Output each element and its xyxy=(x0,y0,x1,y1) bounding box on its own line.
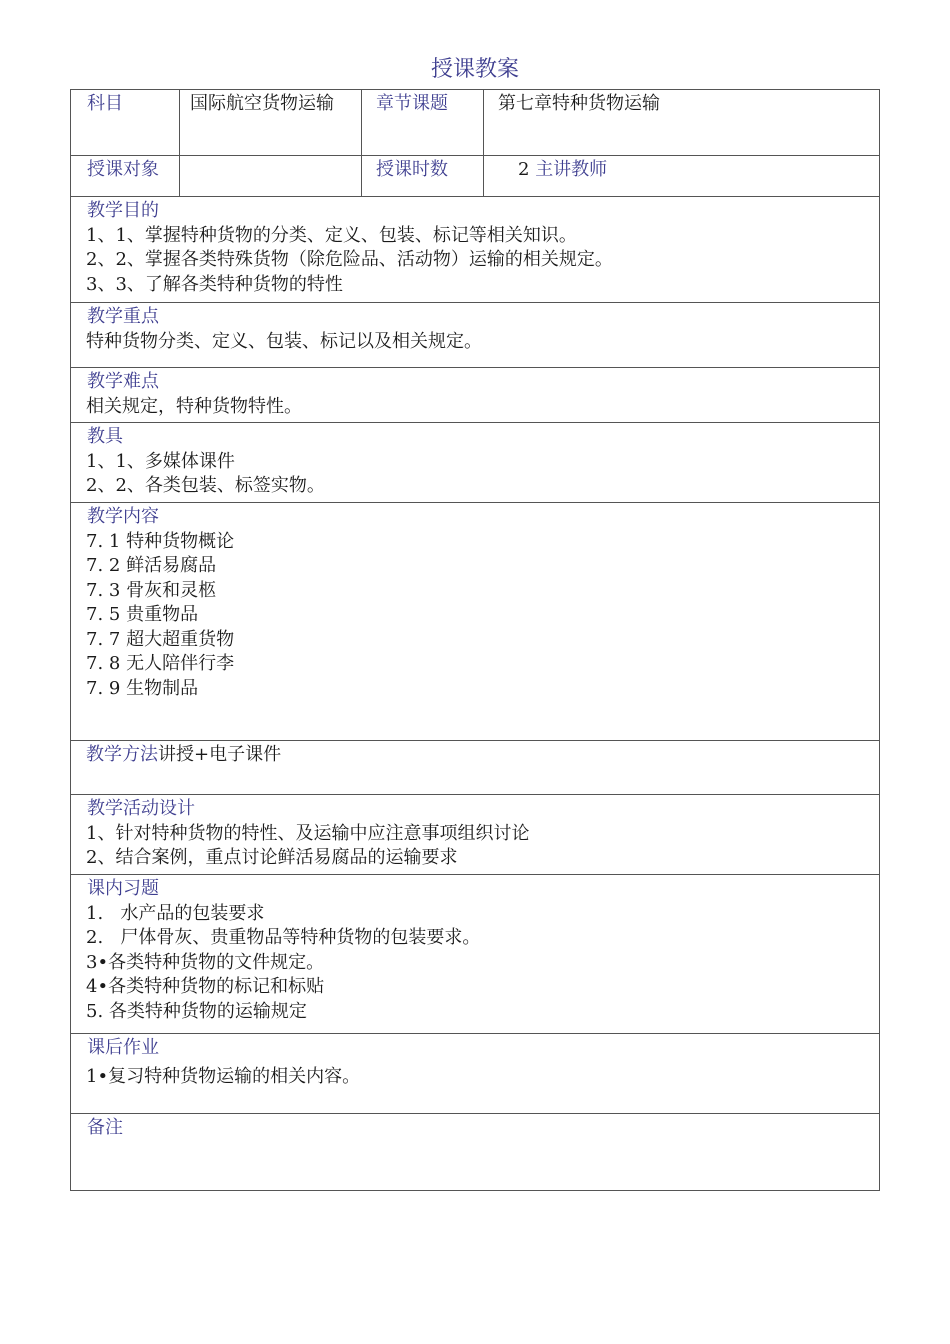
content-item: 7. 9 生物制品 xyxy=(86,677,199,699)
audience-value xyxy=(179,156,361,196)
remarks-heading: 备注 xyxy=(87,1117,123,1138)
audience-label: 授课对象 xyxy=(87,159,159,180)
content-item: 7. 5 贵重物品 xyxy=(86,604,199,625)
objective-item: 1、1、掌握特种货物的分类、定义、包装、标记等相关知识。 xyxy=(86,224,577,246)
section-exercises xyxy=(71,875,879,1034)
section-homework xyxy=(71,1034,879,1114)
lesson-plan-table xyxy=(70,89,880,1191)
teacher-label: 主讲教师 xyxy=(535,159,608,180)
key-points-heading: 教学重点 xyxy=(87,306,159,327)
objective-item: 3、3、了解各类特种货物的特性 xyxy=(86,273,343,295)
homework-heading: 课后作业 xyxy=(87,1037,159,1058)
hours-value: 2 xyxy=(518,159,530,180)
section-objectives xyxy=(71,197,879,303)
section-key-points xyxy=(71,303,879,368)
chapter-label: 章节课题 xyxy=(361,90,483,155)
subject-label: 科目 xyxy=(87,93,123,114)
content-heading: 教学内容 xyxy=(87,506,159,527)
content-item: 7. 7 超大超重货物 xyxy=(86,628,235,650)
activity-item: 2、结合案例，重点讨论鲜活易腐品的运输要求 xyxy=(86,847,458,868)
hours-teacher-cell xyxy=(483,156,879,196)
document-title: 授课教案 xyxy=(430,57,519,82)
aids-heading: 教具 xyxy=(87,426,123,447)
section-activities xyxy=(71,795,879,875)
objectives-heading: 教学目的 xyxy=(87,200,159,221)
key-points-text: 特种货物分类、定义、包装、标记以及相关规定。 xyxy=(86,330,482,352)
section-remarks xyxy=(71,1114,879,1190)
exercise-item: 5. 各类特种货物的运输规定 xyxy=(86,1000,307,1022)
section-aids xyxy=(71,423,879,503)
activities-heading: 教学活动设计 xyxy=(87,798,195,819)
difficulties-text: 相关规定，特种货物特性。 xyxy=(86,395,302,417)
chapter-value: 第七章特种货物运输 xyxy=(483,90,879,155)
exercise-item: 3•各类特种货物的文件规定。 xyxy=(86,951,325,973)
exercise-item: 1. 水产品的包装要求 xyxy=(86,902,265,924)
homework-item: 1•复习特种货物运输的相关内容。 xyxy=(86,1065,361,1087)
aids-item: 2、2、各类包装、标签实物。 xyxy=(86,475,325,496)
content-item: 7. 8 无人陪伴行李 xyxy=(86,653,235,674)
method-heading: 教学方法 xyxy=(86,744,158,765)
section-difficulties xyxy=(71,368,879,423)
content-item: 7. 3 骨灰和灵柩 xyxy=(86,579,217,601)
hours-label: 授课时数 xyxy=(361,156,483,196)
aids-item: 1、1、多媒体课件 xyxy=(86,450,235,472)
activity-item: 1、针对特种货物的特性、及运输中应注意事项组织讨论 xyxy=(86,822,530,844)
exercises-heading: 课内习题 xyxy=(87,878,159,899)
difficulties-heading: 教学难点 xyxy=(87,371,159,392)
exercise-item: 4•各类特种货物的标记和标贴 xyxy=(86,976,325,997)
objective-item: 2、2、掌握各类特殊货物（除危险品、活动物）运输的相关规定。 xyxy=(86,249,613,270)
method-text: 讲授+电子课件 xyxy=(158,744,282,765)
section-content xyxy=(71,503,879,741)
header-row-subject xyxy=(71,90,879,156)
header-row-audience xyxy=(71,156,879,197)
subject-value: 国际航空货物运输 xyxy=(179,90,361,155)
section-method xyxy=(71,741,879,795)
content-item: 7. 1 特种货物概论 xyxy=(86,530,235,552)
content-item: 7. 2 鲜活易腐品 xyxy=(86,555,217,576)
exercise-item: 2. 尸体骨灰、贵重物品等特种货物的包装要求。 xyxy=(86,927,481,948)
